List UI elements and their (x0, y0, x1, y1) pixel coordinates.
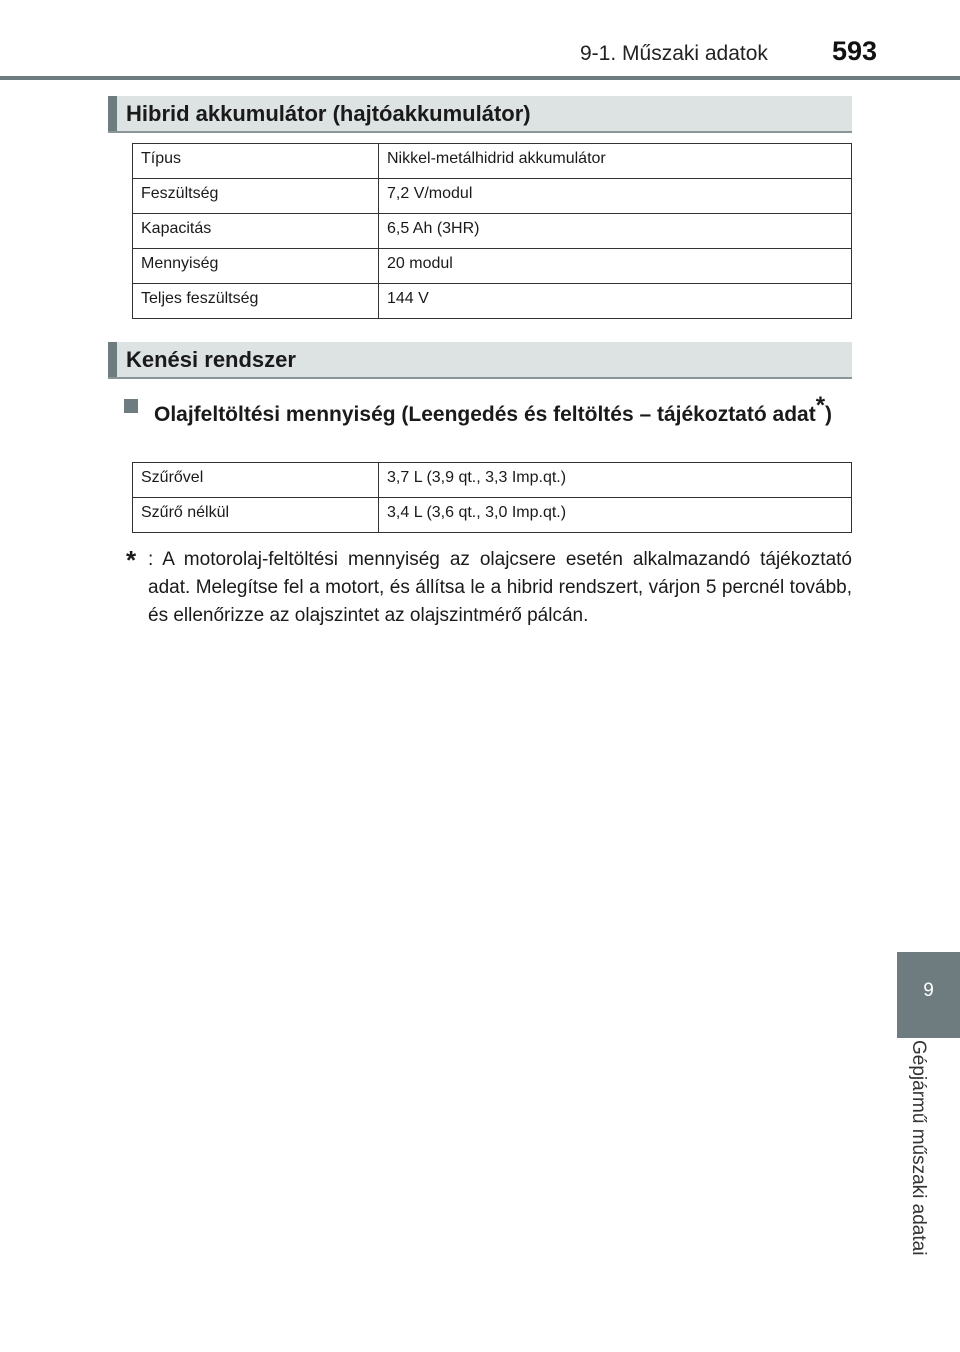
footnote-star: * (126, 545, 137, 575)
spec-value: Nikkel-metálhidrid akkumulátor (379, 144, 852, 179)
section-accent-bar (108, 342, 117, 377)
footnote-marker: * (815, 392, 826, 419)
spec-key: Szűrő nélkül (133, 498, 379, 533)
table-row (133, 144, 852, 179)
footnote (126, 546, 852, 630)
spec-value: 3,7 L (3,9 qt., 3,3 Imp.qt.) (379, 463, 852, 498)
section-title: Hibrid akkumulátor (hajtóakkumulátor) (126, 101, 531, 126)
header-section-title: 9-1. Műszaki adatok (580, 42, 768, 65)
square-bullet-icon (124, 399, 138, 413)
spec-key: Típus (133, 144, 379, 179)
subheading-close: ) (825, 403, 833, 426)
table-row (133, 498, 852, 533)
spec-value: 144 V (379, 284, 852, 319)
chapter-number: 9 (923, 980, 934, 1001)
spec-key: Szűrővel (133, 463, 379, 498)
oil-capacity-table (132, 462, 852, 533)
chapter-tab (897, 952, 960, 1038)
section-accent-bar (108, 96, 117, 131)
table-row (133, 179, 852, 214)
section-heading-hybrid-battery (108, 96, 852, 133)
spec-value: 7,2 V/modul (379, 179, 852, 214)
footnote-text: : A motorolaj-feltöltési mennyiség az olajcsere esetén alkalmazandó tájékoztató adat. Melegítse fel a motort, és állítsa le a hibrid rendszert, várjon 5 percnél tovább, és ellenőrizze az olajszintet az olajszintmérő pálcán. (148, 549, 852, 626)
page-number: 593 (832, 36, 878, 66)
header-divider (0, 76, 960, 80)
chapter-label-container (897, 1038, 960, 1278)
section-heading-lubrication (108, 342, 852, 379)
spec-key: Teljes feszültség (133, 284, 379, 319)
spec-value: 3,4 L (3,6 qt., 3,0 Imp.qt.) (379, 498, 852, 533)
spec-key: Kapacitás (133, 214, 379, 249)
table-row (133, 284, 852, 319)
subheading-text: Olajfeltöltési mennyiség (Leengedés és feltöltés – tájékoztató adat (154, 403, 816, 426)
oil-capacity-subheading (124, 390, 854, 431)
table-row (133, 249, 852, 284)
table-row (133, 463, 852, 498)
chapter-title: Gépjármű műszaki adatai (908, 1040, 929, 1256)
section-title: Kenési rendszer (126, 347, 296, 372)
spec-key: Feszültség (133, 179, 379, 214)
spec-value: 6,5 Ah (3HR) (379, 214, 852, 249)
spec-key: Mennyiség (133, 249, 379, 284)
hybrid-battery-spec-table (132, 143, 852, 319)
table-row (133, 214, 852, 249)
spec-value: 20 modul (379, 249, 852, 284)
